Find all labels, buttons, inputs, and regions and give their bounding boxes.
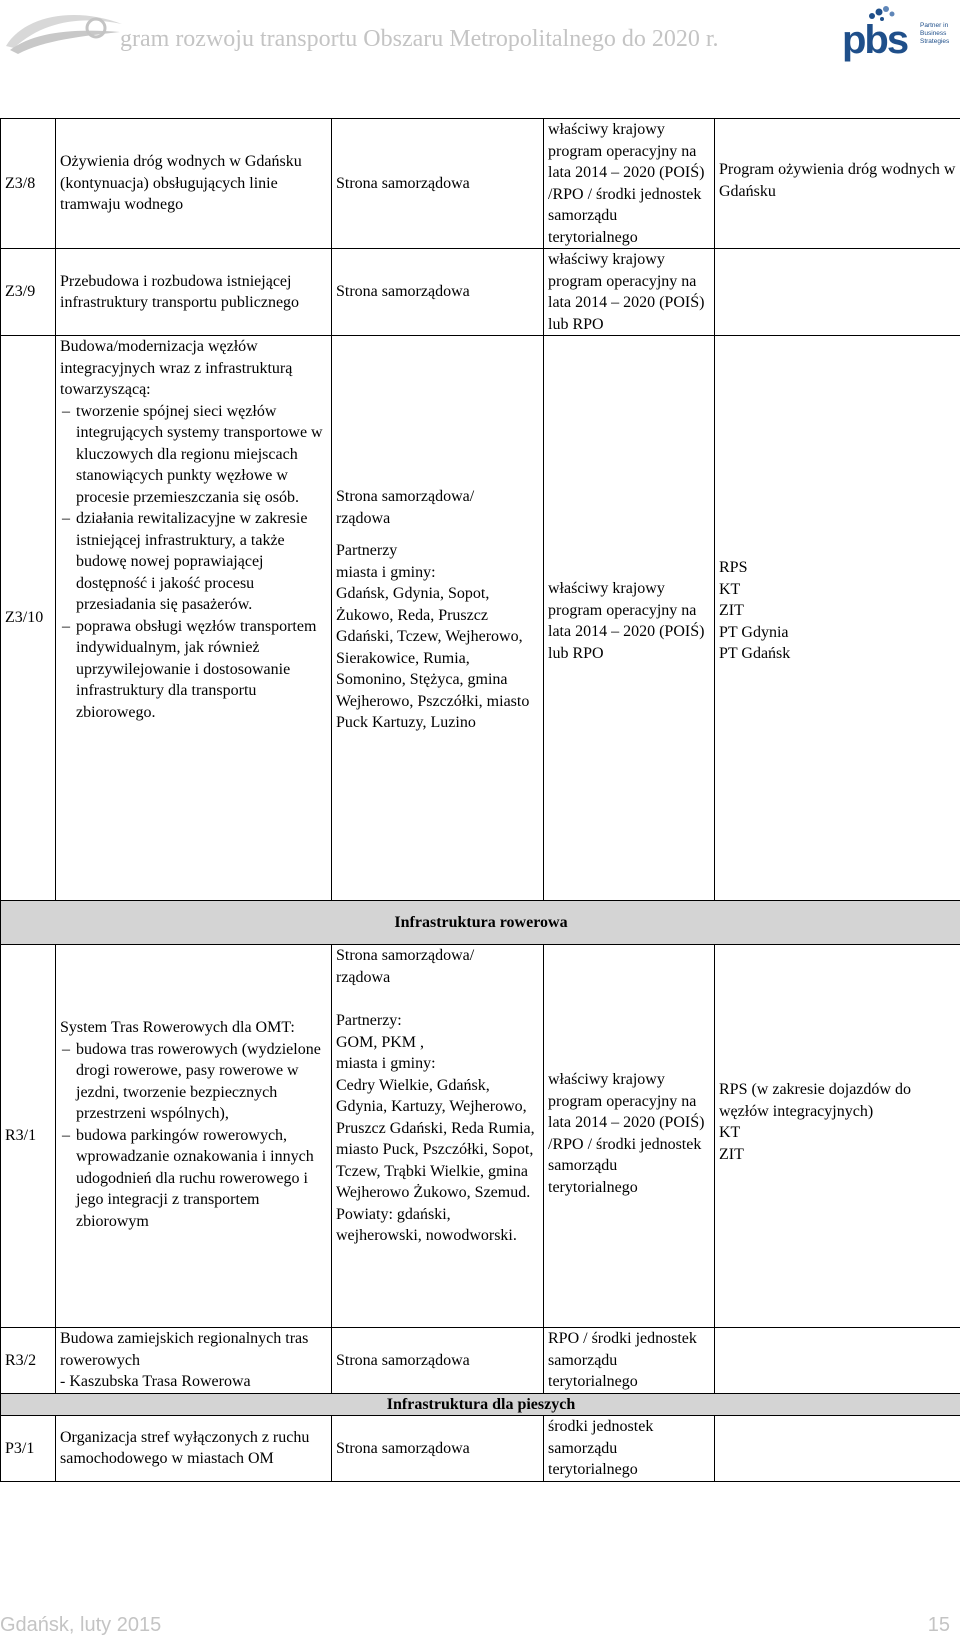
table-row [1,945,960,1328]
row-instrument [715,336,960,901]
instrument-item: RPS (w zakresie dojazdów do węzłów integracyjnych) [719,1081,911,1120]
section-title: Infrastruktura rowerowa [1,901,960,945]
instrument-item: RPS [719,559,748,576]
row-description [56,336,332,901]
section-title: Infrastruktura dla pieszych [1,1393,960,1416]
party-line: rządowa [336,968,391,986]
pbs-logo-tagline: Partner in Business Strategies [920,22,950,45]
partners-label: Partnerzy: [336,1012,402,1029]
row-instrument [715,249,960,336]
row-description-line: - Kaszubska Trasa Rowerowa [60,1373,251,1390]
row-description [56,1328,332,1394]
party-line: rządowa [336,509,391,527]
list-item: – poprawa obsługi węzłów transportem indywidualnym, jak również uprzywilejowanie i dostosowanie infrastruktury dla transportu zbiorowego. [60,616,327,724]
row-party: Strona samorządowa [332,1328,544,1394]
row-description-line: Budowa zamiejskich regionalnych tras rowerowych [60,1330,309,1369]
row-funding-source: właściwy krajowy program operacyjny na lata 2014 – 2020 (POIŚ) lub RPO [544,336,715,901]
row-funding-source: środki jednostek samorządu terytorialnego [544,1416,715,1482]
swoosh-logo-icon [4,6,124,60]
row-code: R3/1 [1,945,56,1328]
row-party: Strona samorządowa [332,249,544,336]
partners-list: Gdańsk, Gdynia, Sopot, Żukowo, Reda, Pruszcz Gdański, Tczew, Wejherowo, Sierakowice, Rumia, Somonino, Stężyca, gmina Wejherowo, Pszczółki, miasto Puck Kartuzy, Luzino [336,585,530,731]
row-funding-source: RPO / środki jednostek samorządu terytorialnego [544,1328,715,1394]
row-party [332,945,544,1328]
row-instrument: Program ożywienia dróg wodnych w Gdańsku [715,119,960,249]
footer-place-date: Gdańsk, luty 2015 [0,1614,162,1636]
row-description: Ożywienia dróg wodnych w Gdańsku (kontynuacja) obsługujących linie tramwaju wodnego [56,119,332,249]
instrument-item: KT [719,580,741,598]
row-code: Z3/8 [1,119,56,249]
row-description-intro: System Tras Rowerowych dla OMT: [60,1019,295,1036]
row-code: Z3/9 [1,249,56,336]
row-instrument [715,945,960,1328]
row-code: P3/1 [1,1416,56,1482]
row-instrument [715,1416,960,1482]
row-party: Strona samorządowa [332,1416,544,1482]
instrument-item: ZIT [719,1145,744,1163]
instrument-item: ZIT [719,602,744,619]
page-header [0,0,960,70]
row-code: R3/2 [1,1328,56,1394]
pbs-logo [842,4,958,60]
row-funding-source: właściwy krajowy program operacyjny na lata 2014 – 2020 (POIŚ) /RPO / środki jednostek samorządu terytorialnego [544,119,715,249]
instrument-item: PT Gdynia [719,623,789,641]
list-item: – działania rewitalizacyjne w zakresie istniejącej infrastruktury, a także budowę nowej poprawiającej dostępność i jakość procesu przesiadania się pasażerów. [60,508,327,616]
bullet-list [60,1039,327,1233]
partners-subtitle: miasta i gminy: [336,1055,436,1072]
row-party: Strona samorządowa [332,119,544,249]
list-item: – tworzenie spójnej sieci węzłów integrujących systemy transportowe w kluczowych dla regionu miejscach stanowiących punkty węzłowe w procesie przemieszczania się osób. [60,401,327,509]
party-line: Strona samorządowa/ [336,947,475,964]
partners-list: Cedry Wielkie, Gdańsk, Gdynia, Kartuzy, Wejherowo, Pruszcz Gdański, Reda Rumia, miasto Puck, Pszczółki, Sopot, Tczew, Trąbki Wielkie, gmina Wejherowo Żukowo, Szemud. [336,1076,535,1201]
table-row [1,336,960,901]
header-title: gram rozwoju transportu Obszaru Metropolitalnego do 2020 r. [120,26,719,52]
row-description [56,945,332,1328]
table-row [1,249,960,336]
table-row [1,119,960,249]
table-row [1,1416,960,1482]
row-party [332,336,544,901]
row-code: Z3/10 [1,336,56,901]
row-funding-source: właściwy krajowy program operacyjny na lata 2014 – 2020 (POIŚ) lub RPO [544,249,715,336]
row-description-intro: Budowa/modernizacja węzłów integracyjnych wraz z infrastrukturą towarzyszącą: [60,338,293,398]
partners-label: Partnerzy [336,542,398,559]
partners-org: GOM, PKM , [336,1033,425,1051]
pbs-logo-word: pbs [842,18,908,62]
list-item: – budowa tras rowerowych (wydzielone drogi rowerowe, pasy rowerowe w jezdni, tworzenie bezpiecznych przestrzeni wspólnych), [60,1039,327,1125]
table-row [1,1328,960,1394]
section-band [1,901,960,945]
row-instrument [715,1328,960,1394]
row-description: Organizacja stref wyłączonych z ruchu samochodowego w miastach OM [56,1416,332,1482]
row-description: Przebudowa i rozbudowa istniejącej infrastruktury transportu publicznego [56,249,332,336]
instrument-item: PT Gdańsk [719,645,791,662]
party-line: Strona samorządowa/ [336,488,475,505]
row-funding-source: właściwy krajowy program operacyjny na lata 2014 – 2020 (POIŚ) /RPO / środki jednostek samorządu terytorialnego [544,945,715,1328]
instrument-item: KT [719,1124,741,1141]
bullet-list [60,401,327,724]
page-number: 15 [927,1614,950,1636]
list-item: – budowa parkingów rowerowych, wprowadzanie oznakowania i innych udogodnień dla ruchu rowerowego i jego integracji z transportem zbiorowym [60,1125,327,1233]
measures-table [0,118,960,1482]
partners-powiaty: Powiaty: gdański, wejherowski, nowodworski. [336,1205,517,1244]
section-band [1,1393,960,1416]
partners-subtitle: miasta i gminy: [336,563,436,581]
